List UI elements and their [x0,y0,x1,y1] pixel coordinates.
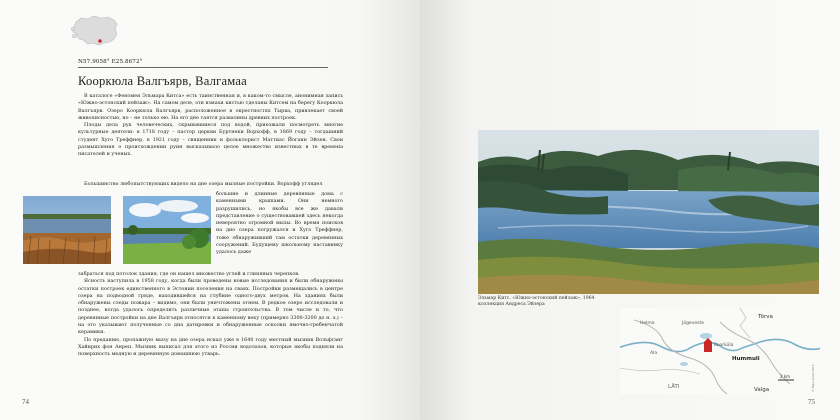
map-label: Valga [754,387,770,393]
location-map [620,308,820,394]
map-label: LÄTI [668,384,680,390]
text-block-bottom [78,271,343,359]
map-label: Jõgeveste [682,321,705,326]
heading-rule [78,67,328,68]
map-label: Ala [650,351,658,356]
map-label: Tõrva [758,314,773,320]
photo-lake-reeds [23,196,111,264]
text-block-intro [78,93,343,159]
paragraph: Большинство любопытствующих видело на дне озера мызные постройки. Ворхофф углядел [84,181,323,187]
right-page [420,0,840,420]
text-block-mid [78,181,343,188]
photo-lake-shore [123,196,211,264]
map-label: Helme [640,321,655,326]
location-marker [98,39,101,42]
paragraph: Ясность наступила в 1958 году, когда были проведены новые исследования и были обнаружены остатки построек единственного в Эстонии поселения на сваях. Постройки размещались в центре озера на подводной гряде, находившейся на глубине одного-двух метров. На зданиях были обнаружены следы пожара – видимо, они были уничтожены огнем. В редкое озеро исследовали и позднее, когда удалось определить различные этапы строительства. В том числе и то, что деревянные постройки на дне Валгъярв относятся к каменному веку (примерно 3300-3200 до н. э.) – на это указывают полученные со дна датировки и обнаруженные осколки ямочно-гребенчатой керамики. [78,278,343,336]
caption-line: Эльмар Китс, «Южно-эстонский пейзаж», 1964 [478,296,595,301]
map-credit: © Maa-amet 2015 [811,364,815,392]
estonia-locator-map [70,12,122,48]
paragraph: забраться под потолок здания, где он нашел множество углей и глиняных черепков. [78,271,300,277]
paragraph: В каталоге «Феномен Эльмара Китса» есть таинственная и, в каком-то смысле, анонимная запись «Южно-эстонский пейзаж». На самом деле, эти взмахи кистью сделаны Китсем на берегу Кооркюла Валгъярв. Озеро Кооркюла Валгъярв, расположенное в окрестностях Тырва, привлекает своей живописностью, но – не только ею. На его дне таятся развалины древних построек. [78,93,343,121]
scale-label: 2 km [780,374,791,379]
text-block-wrap [216,191,343,257]
painting-caption [478,296,658,308]
map-label: Hummuli [732,356,760,362]
page-title: Кооркюла Валгъярв, Валгамаа [78,74,247,88]
map-label: Koorküla [714,343,734,348]
painting-south-estonian-landscape [478,130,819,294]
paragraph: По преданию, пропажную мызу на дне озера искал уже в 1640 году местный мызник Вольфганг Хайнрих фон Анреп. Мызник выписал для этого из России водолазов, которые якобы подняли на поверхность медную и деревянную домашнюю утварь. [78,336,343,358]
coordinates: N57.9058° E25.8672° [78,59,143,65]
paragraph: Плоды дела рук человеческих, скрывавшиеся под водой, приезжали посмотреть многие культурные деятели: в 1718 году – пастор церкви Буртнеки Ворхофф, в 1869 году – тогдашний студент Хуго Треффнер, в 1921 году – священник и фольклорист Маттиас Йоганн Эйзен. Свои размышления о происхождении руин высказывало целое множество известных в те времена писателей и ученых. [78,122,343,158]
paragraph: большие и длинные деревянные дома с каменными крышами. Они немного разрушились, но якобы все же давали представление о существовавшей здесь некогда невероятно огромной мызы. Во время поисков на дно озера погружался и Хуго Треффнер, тоже обнаруживший там остатки деревянных сооружений. Будущему школьному наставнику удалось даже [216,191,343,256]
page-number-left: 74 [22,398,29,406]
caption-line: коллекция Андреса Эйзера [478,302,545,308]
page-number-right: 75 [808,398,815,406]
